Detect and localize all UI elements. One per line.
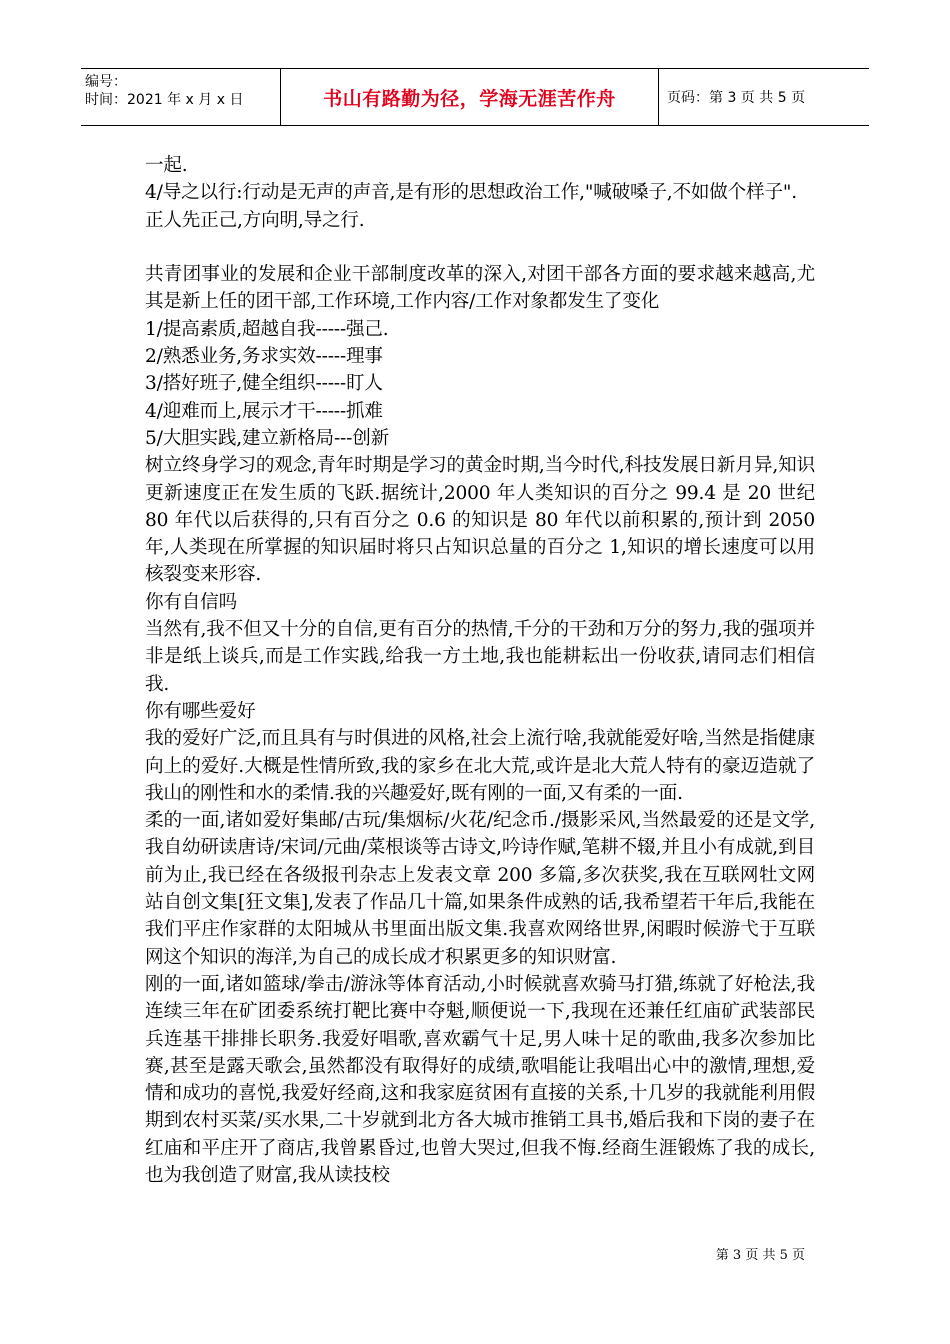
paragraph: 当然有,我不但又十分的自信,更有百分的热情,千分的干劲和万分的努力,我的强项并非是纸上谈兵,而是工作实践,给我一方土地,我也能耕耘出一份收获,请同志们相信我. <box>145 619 815 695</box>
paragraph: 共青团事业的发展和企业干部制度改革的深入,对团干部各方面的要求越来越高,尤其是新上任的团干部,工作环境,工作内容/工作对象都发生了变化 <box>145 264 815 313</box>
list-item: 3/搭好班子,健全组织-----盯人 <box>145 373 383 395</box>
blank-line <box>145 234 815 261</box>
paragraph: 柔的一面,诸如爱好集邮/古玩/集烟标/火花/纪念币./摄影采风,当然最爱的还是文学,我自幼研读唐诗/宋词/元曲/菜根谈等古诗文,吟诗作赋,笔耕不辍,并且小有成就,到目前为止,我已经在各级报刊杂志上发表文章 200 多篇,多次获奖,我在互联网牡文网站自创文集[狂文集],发表了作品几十篇,如果条件成熟的话,我希望若干年后,我能在我们平庄作家群的太阳城从书里面出版文集.我喜欢网络世界,闲暇时候游弋于互联网这个知识的海洋,为自己的成长成才积累更多的知识财富. <box>145 810 815 968</box>
paragraph: 一起. <box>145 155 188 176</box>
paragraph: 树立终身学习的观念,青年时期是学习的黄金时期,当今时代,科技发展日新月异,知识更新速度正在发生质的飞跃.据统计,2000 年人类知识的百分之 99.4 是 20 世纪 80 年代以后获得的,只有百分之 0.6 的知识是 80 年代以前积累的,预计到 2050 年,人类现在所掌握的知识届时将只占知识总量的百分之 1,知识的增长速度可以用核裂变来形容. <box>145 455 815 586</box>
number-label: 编号： <box>85 74 127 90</box>
list-item: 1/提高素质,超越自我-----强己. <box>145 318 389 340</box>
paragraph: 正人先正己,方向明,导之行. <box>145 209 365 231</box>
question-heading: 你有自信吗 <box>145 591 237 613</box>
paragraph: 我的爱好广泛,而且具有与时俱进的风格,社会上流行啥,我就能爱好啥,当然是指健康向上的爱好.大概是性情所致,我的家乡在北大荒,或许是北大荒人特有的豪迈造就了我山的刚性和水的柔情.我的兴趣爱好,既有刚的一面,又有柔的一面. <box>145 728 815 804</box>
header-page-code: 页码：第 3 页 共 5 页 <box>667 90 806 106</box>
document-body <box>145 152 815 1189</box>
header-motto: 书山有路勤为径，学海无涯苦作舟 <box>281 69 659 125</box>
list-item: 4/迎难而上,展示才干-----抓难 <box>145 400 383 422</box>
list-item: 2/熟悉业务,务求实效-----理事 <box>145 346 383 368</box>
time-label: 时间：2021 年 x 月 x 日 <box>85 92 244 108</box>
page-header <box>81 68 869 126</box>
paragraph: 4/导之以行:行动是无声的声音,是有形的思想政治工作,"喊破嗓子,不如做个样子". <box>145 182 797 204</box>
question-heading: 你有哪些爱好 <box>145 700 256 722</box>
header-meta <box>81 69 281 125</box>
list-item: 5/大胆实践,建立新格局---创新 <box>145 427 389 449</box>
page-footer: 第 3 页 共 5 页 <box>715 1248 805 1263</box>
paragraph: 刚的一面,诸如篮球/拳击/游泳等体育活动,小时候就喜欢骑马打猎,练就了好枪法,我连续三年在矿团委系统打靶比赛中夺魁,顺便说一下,我现在还兼任红庙矿武装部民兵连基干排排长职务.我爱好唱歌,喜欢霸气十足,男人味十足的歌曲,我多次参加比赛,甚至是露天歌会,虽然都没有取得好的成绩,歌唱能让我唱出心中的激情,理想,爱情和成功的喜悦,我爱好经商,这和我家庭贫困有直接的关系,十几岁的我就能利用假期到农村买菜/买水果,二十岁就到北方各大城市推销工具书,婚后我和下岗的妻子在红庙和平庄开了商店,我曾累昏过,也曾大哭过,但我不悔.经商生涯锻炼了我的成长,也为我创造了财富,我从读技校 <box>145 973 815 1186</box>
